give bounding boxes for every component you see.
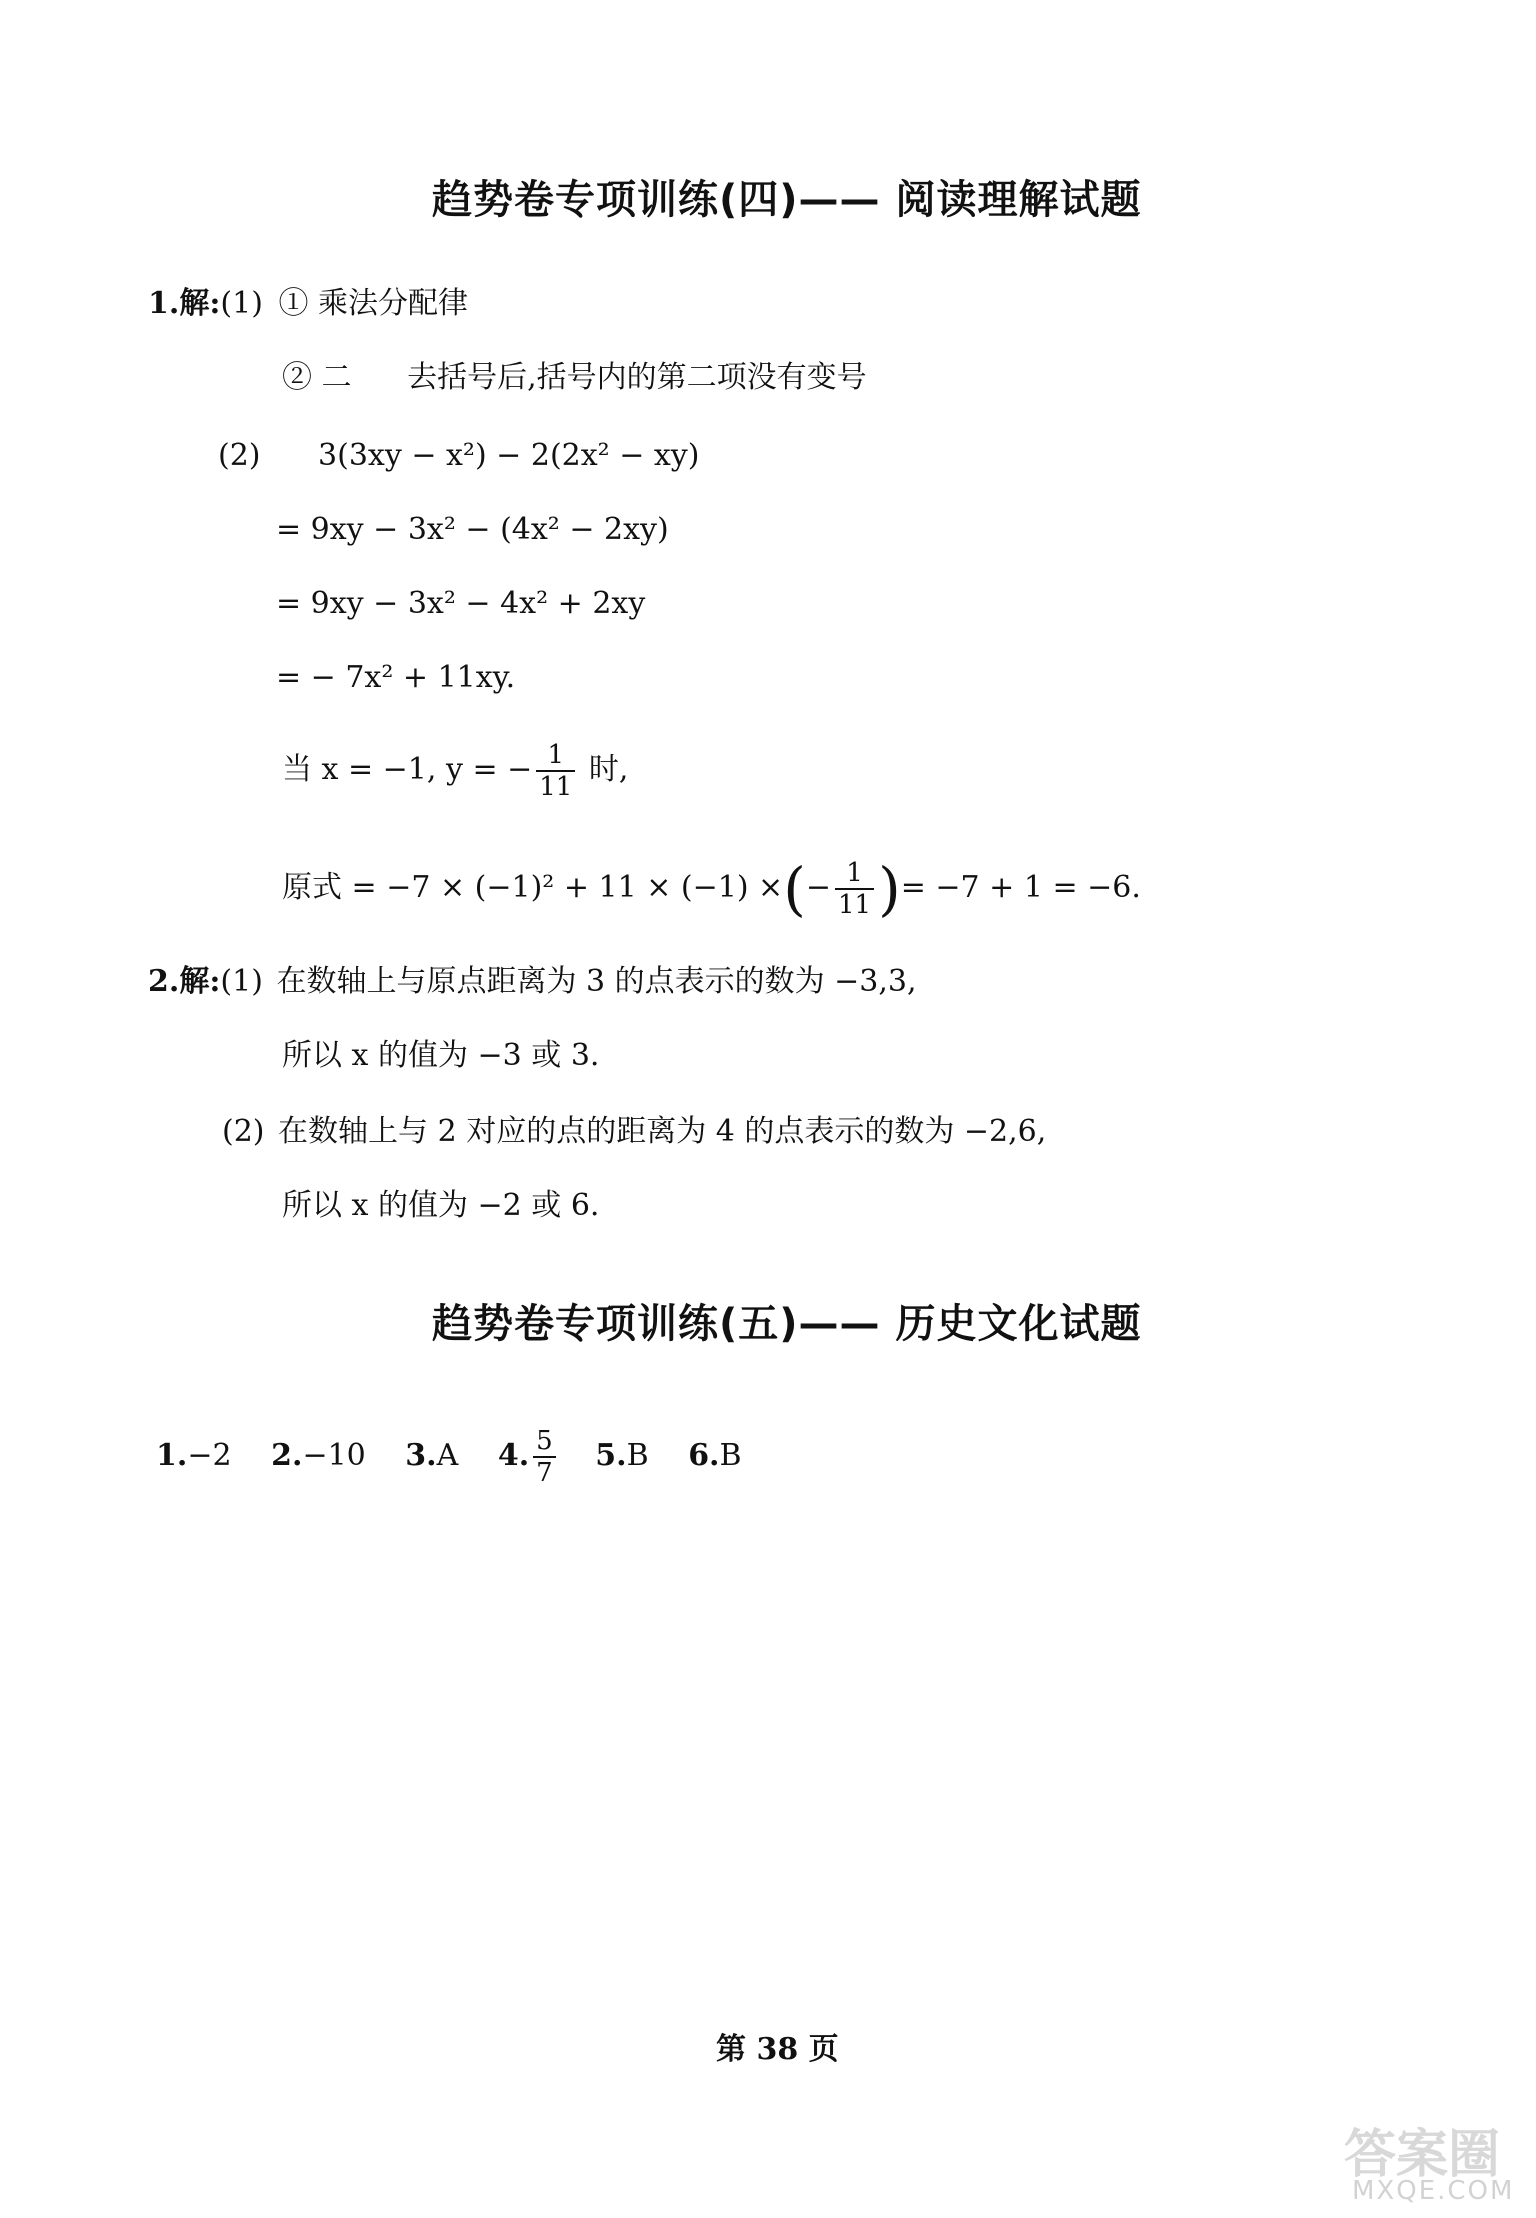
q2-part2-number: (2) xyxy=(222,1114,265,1149)
answer-6-value: B xyxy=(719,1438,742,1473)
q1-part1-line2-a: ② 二 xyxy=(282,360,352,395)
q1-result-fraction-den: 11 xyxy=(837,890,872,920)
q1-when-fraction-den: 11 xyxy=(539,772,573,802)
q1-label: 1.解: xyxy=(148,286,221,321)
q1-expr-3: = 9xy − 3x² − 4x² + 2xy xyxy=(276,586,646,621)
q1-part1-line1: ① 乘法分配律 xyxy=(278,286,468,321)
q2-part2-line2: 所以 x 的值为 −2 或 6. xyxy=(282,1188,600,1223)
q1-expr-2: = 9xy − 3x² − (4x² − 2xy) xyxy=(276,512,669,547)
q1-result-fraction-num: 1 xyxy=(835,858,874,890)
page-number: 第 38 页 xyxy=(716,2032,839,2067)
q1-result-line xyxy=(282,855,1141,923)
answer-2-number: 2. xyxy=(271,1438,303,1473)
q2-part1 xyxy=(148,962,917,1002)
watermark-url: MXQE.COM xyxy=(1352,2176,1515,2206)
q1-when-fraction-num: 1 xyxy=(536,740,575,772)
q1-expr-1: 3(3xy − x²) − 2(2x² − xy) xyxy=(318,438,700,473)
q2-label: 2.解: xyxy=(148,964,221,999)
answer-5-number: 5. xyxy=(595,1438,627,1473)
q2-part1-line2: 所以 x 的值为 −3 或 3. xyxy=(282,1038,600,1073)
q1-when-a: 当 xyxy=(282,752,312,787)
q1-when-c: 时, xyxy=(588,752,629,787)
answer-3-value: A xyxy=(436,1438,459,1473)
q1-result-fraction xyxy=(835,858,874,920)
q1-part2-number: (2) xyxy=(218,438,261,473)
q1-when-line xyxy=(282,740,628,802)
q2-part1-number: (1) xyxy=(220,964,263,999)
q1-result-a: 原式 = −7 × (−1)² + 11 × (−1) × xyxy=(282,870,784,905)
right-paren: ) xyxy=(878,855,901,923)
q2-part1-line1: 在数轴上与原点距离为 3 的点表示的数为 −3,3, xyxy=(276,964,917,999)
answer-4-fraction-num: 5 xyxy=(533,1426,556,1458)
q1-part2 xyxy=(218,436,699,476)
q1-part1-line2 xyxy=(282,358,867,398)
q1-result-neg: − xyxy=(805,870,831,905)
q1-part1-line2-b: 去括号后,括号内的第二项没有变号 xyxy=(407,360,867,395)
q1-result-b: = −7 + 1 = −6. xyxy=(900,870,1141,905)
q2-part2 xyxy=(222,1112,1046,1152)
section-title-4: 趋势卷专项训练(四)—— 阅读理解试题 xyxy=(432,177,1142,223)
answer-6-number: 6. xyxy=(688,1438,720,1473)
watermark-logo: 答案圈 xyxy=(1344,2125,1501,2185)
q1-part1-number: (1) xyxy=(220,286,263,321)
section5-answers xyxy=(156,1426,742,1488)
q2-part2-line1: 在数轴上与 2 对应的点的距离为 4 的点表示的数为 −2,6, xyxy=(278,1114,1047,1149)
answer-2-value: −10 xyxy=(302,1438,366,1473)
answer-4-fraction-den: 7 xyxy=(536,1458,553,1488)
q1-when-fraction xyxy=(536,740,575,802)
q1-part1 xyxy=(148,284,468,324)
q1-expr-4: = − 7x² + 11xy. xyxy=(276,660,516,695)
answer-5-value: B xyxy=(626,1438,649,1473)
left-paren: ( xyxy=(783,855,806,923)
answer-4-fraction xyxy=(533,1426,556,1488)
section-title-5: 趋势卷专项训练(五)—— 历史文化试题 xyxy=(432,1301,1142,1347)
answer-1-number: 1. xyxy=(156,1438,188,1473)
answer-3-number: 3. xyxy=(405,1438,437,1473)
answer-1-value: −2 xyxy=(187,1438,232,1473)
answer-4-number: 4. xyxy=(497,1438,530,1473)
q1-when-b: x = −1, y = − xyxy=(321,752,533,787)
